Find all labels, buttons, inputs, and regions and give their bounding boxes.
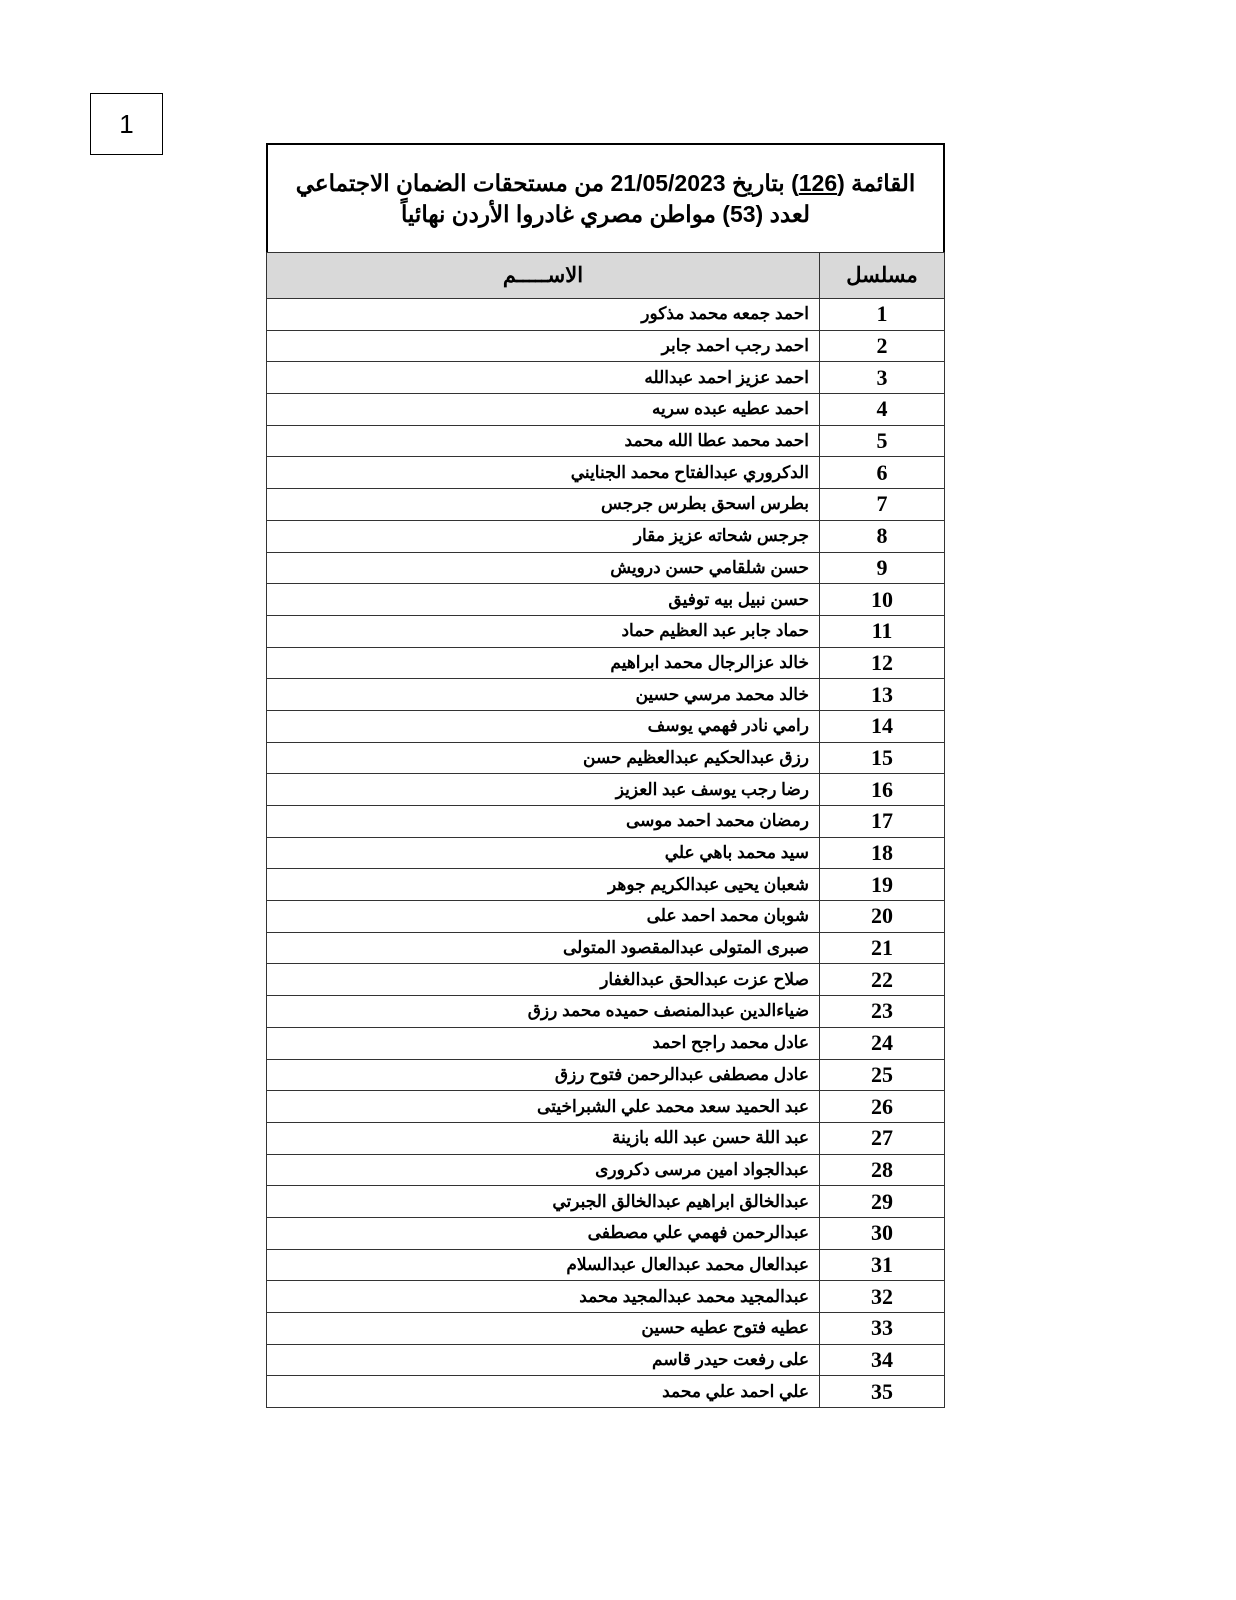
serial-cell: 34 bbox=[820, 1344, 945, 1376]
table-row bbox=[267, 964, 945, 996]
name-cell: احمد جمعه محمد مذكور bbox=[267, 299, 820, 331]
name-cell: عادل محمد راجح احمد bbox=[267, 1027, 820, 1059]
name-cell: ضياءالدين عبدالمنصف حميده محمد رزق bbox=[267, 996, 820, 1028]
list-number: 126 bbox=[798, 169, 838, 196]
table-row bbox=[267, 1059, 945, 1091]
serial-cell: 14 bbox=[820, 710, 945, 742]
name-cell: عبدالجواد امين مرسى دكرورى bbox=[267, 1154, 820, 1186]
table-row bbox=[267, 710, 945, 742]
serial-cell: 35 bbox=[820, 1376, 945, 1408]
serial-cell: 30 bbox=[820, 1217, 945, 1249]
table-row bbox=[267, 679, 945, 711]
name-cell: احمد رجب احمد جابر bbox=[267, 330, 820, 362]
table-row bbox=[267, 647, 945, 679]
serial-cell: 17 bbox=[820, 806, 945, 838]
name-cell: رمضان محمد احمد موسى bbox=[267, 806, 820, 838]
table-row bbox=[267, 932, 945, 964]
serial-cell: 32 bbox=[820, 1281, 945, 1313]
table-row bbox=[267, 457, 945, 489]
table-row bbox=[267, 774, 945, 806]
serial-cell: 4 bbox=[820, 394, 945, 426]
table-row bbox=[267, 996, 945, 1028]
serial-cell: 9 bbox=[820, 552, 945, 584]
table-row bbox=[267, 1091, 945, 1123]
serial-cell: 23 bbox=[820, 996, 945, 1028]
table-row bbox=[267, 1122, 945, 1154]
serial-cell: 1 bbox=[820, 299, 945, 331]
name-cell: عادل مصطفى عبدالرحمن فتوح رزق bbox=[267, 1059, 820, 1091]
title-line-1 bbox=[296, 168, 916, 199]
table-row bbox=[267, 520, 945, 552]
serial-cell: 2 bbox=[820, 330, 945, 362]
table-row bbox=[267, 1154, 945, 1186]
name-cell: بطرس اسحق بطرس جرجس bbox=[267, 489, 820, 521]
serial-cell: 26 bbox=[820, 1091, 945, 1123]
header-name: الاســـــم bbox=[267, 253, 820, 299]
title-rest: ) بتاريخ 21/05/2023 من مستحقات الضمان الاجتماعي bbox=[295, 169, 799, 196]
serial-cell: 29 bbox=[820, 1186, 945, 1218]
name-cell: علي احمد علي محمد bbox=[267, 1376, 820, 1408]
table-row bbox=[267, 552, 945, 584]
table-row bbox=[267, 489, 945, 521]
serial-cell: 28 bbox=[820, 1154, 945, 1186]
table-row bbox=[267, 299, 945, 331]
table-row bbox=[267, 1027, 945, 1059]
table-row bbox=[267, 869, 945, 901]
name-cell: حماد جابر عبد العظيم حماد bbox=[267, 615, 820, 647]
name-cell: صبرى المتولى عبدالمقصود المتولى bbox=[267, 932, 820, 964]
name-cell: رامي نادر فهمي يوسف bbox=[267, 710, 820, 742]
table-header-row bbox=[267, 253, 945, 299]
table-row bbox=[267, 615, 945, 647]
header-serial: مسلسل bbox=[820, 253, 945, 299]
table-row bbox=[267, 1249, 945, 1281]
name-cell: عبد اللة حسن عبد الله بازينة bbox=[267, 1122, 820, 1154]
name-cell: حسن شلقامي حسن درويش bbox=[267, 552, 820, 584]
document-title bbox=[266, 143, 945, 252]
serial-cell: 33 bbox=[820, 1313, 945, 1345]
table-row bbox=[267, 1186, 945, 1218]
name-cell: جرجس شحاته عزيز مقار bbox=[267, 520, 820, 552]
name-cell: شعبان يحيى عبدالكريم جوهر bbox=[267, 869, 820, 901]
name-cell: عبدالخالق ابراهيم عبدالخالق الجبرتي bbox=[267, 1186, 820, 1218]
serial-cell: 18 bbox=[820, 837, 945, 869]
table-row bbox=[267, 1313, 945, 1345]
name-cell: سيد محمد باهي علي bbox=[267, 837, 820, 869]
page-number: 1 bbox=[90, 93, 163, 155]
title-line-2: لعدد (53) مواطن مصري غادروا الأردن نهائياً bbox=[400, 200, 811, 227]
name-cell: شوبان محمد احمد على bbox=[267, 901, 820, 933]
name-cell: احمد عزيز احمد عبدالله bbox=[267, 362, 820, 394]
table-row bbox=[267, 1217, 945, 1249]
serial-cell: 7 bbox=[820, 489, 945, 521]
names-table bbox=[266, 252, 945, 1408]
name-cell: حسن نبيل بيه توفيق bbox=[267, 584, 820, 616]
name-cell: خالد محمد مرسي حسين bbox=[267, 679, 820, 711]
serial-cell: 12 bbox=[820, 647, 945, 679]
serial-cell: 16 bbox=[820, 774, 945, 806]
table-row bbox=[267, 806, 945, 838]
serial-cell: 15 bbox=[820, 742, 945, 774]
serial-cell: 5 bbox=[820, 425, 945, 457]
serial-cell: 25 bbox=[820, 1059, 945, 1091]
name-cell: رزق عبدالحكيم عبدالعظيم حسن bbox=[267, 742, 820, 774]
serial-cell: 21 bbox=[820, 932, 945, 964]
table-row bbox=[267, 425, 945, 457]
serial-cell: 22 bbox=[820, 964, 945, 996]
table-row bbox=[267, 742, 945, 774]
serial-cell: 6 bbox=[820, 457, 945, 489]
serial-cell: 11 bbox=[820, 615, 945, 647]
serial-cell: 13 bbox=[820, 679, 945, 711]
name-cell: خالد عزالرجال محمد ابراهيم bbox=[267, 647, 820, 679]
serial-cell: 20 bbox=[820, 901, 945, 933]
table-row bbox=[267, 837, 945, 869]
serial-cell: 3 bbox=[820, 362, 945, 394]
name-cell: على رفعت حيدر قاسم bbox=[267, 1344, 820, 1376]
table-row bbox=[267, 394, 945, 426]
name-cell: احمد محمد عطا الله محمد bbox=[267, 425, 820, 457]
title-prefix: القائمة ( bbox=[837, 169, 916, 196]
table-row bbox=[267, 1281, 945, 1313]
serial-cell: 27 bbox=[820, 1122, 945, 1154]
name-cell: احمد عطيه عبده سريه bbox=[267, 394, 820, 426]
name-cell: عطيه فتوح عطيه حسين bbox=[267, 1313, 820, 1345]
serial-cell: 19 bbox=[820, 869, 945, 901]
table-row bbox=[267, 362, 945, 394]
serial-cell: 8 bbox=[820, 520, 945, 552]
table-row bbox=[267, 901, 945, 933]
name-cell: عبدالمجيد محمد عبدالمجيد محمد bbox=[267, 1281, 820, 1313]
table-row bbox=[267, 330, 945, 362]
serial-cell: 24 bbox=[820, 1027, 945, 1059]
name-cell: عبدالرحمن فهمي علي مصطفى bbox=[267, 1217, 820, 1249]
table-row bbox=[267, 584, 945, 616]
serial-cell: 10 bbox=[820, 584, 945, 616]
document-table-container bbox=[266, 143, 945, 1408]
name-cell: رضا رجب يوسف عبد العزيز bbox=[267, 774, 820, 806]
name-cell: صلاح عزت عبدالحق عبدالغفار bbox=[267, 964, 820, 996]
name-cell: الدكروري عبدالفتاح محمد الجنايني bbox=[267, 457, 820, 489]
name-cell: عبدالعال محمد عبدالعال عبدالسلام bbox=[267, 1249, 820, 1281]
table-row bbox=[267, 1376, 945, 1408]
name-cell: عبد الحميد سعد محمد علي الشبراخيتى bbox=[267, 1091, 820, 1123]
serial-cell: 31 bbox=[820, 1249, 945, 1281]
table-row bbox=[267, 1344, 945, 1376]
